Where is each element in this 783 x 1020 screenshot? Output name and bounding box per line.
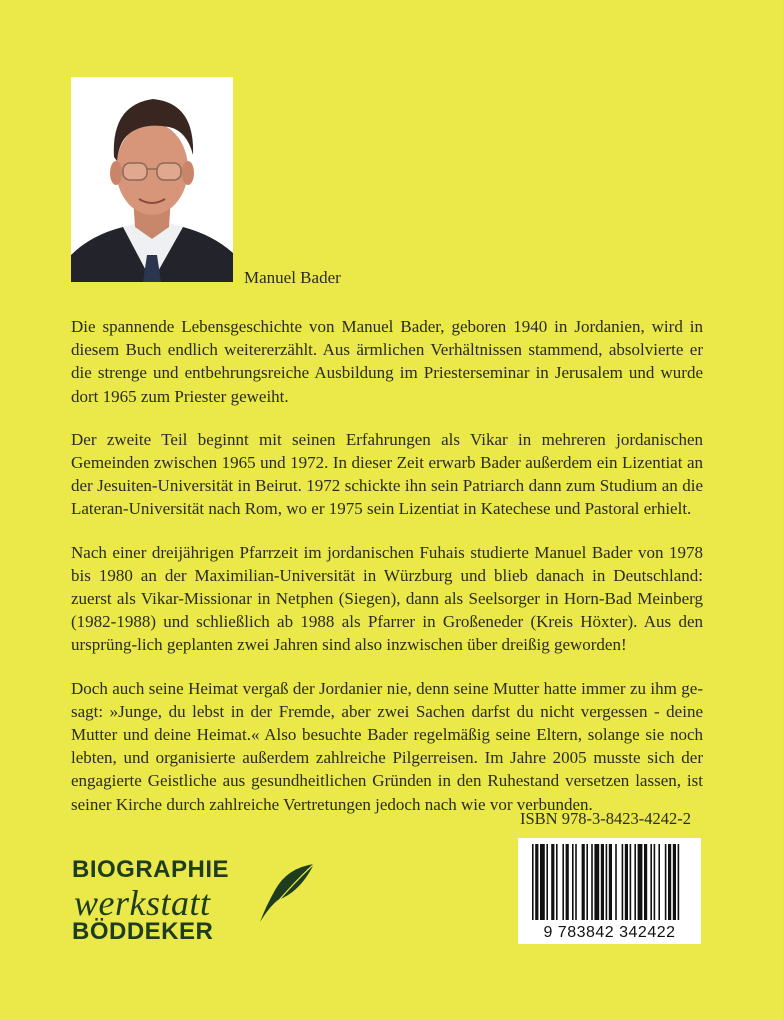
blurb-text xyxy=(71,315,703,836)
author-photo xyxy=(71,77,233,282)
paragraph-3: Nach einer dreijährigen Pfarrzeit im jordanischen Fuhais studierte Manuel Bader von 1978 bis 1980 an der Maximilian-Universität in Würzburg und blieb danach in Deutschland: zuerst als Vikar-Missionar in Netphen (Siegen), dann als Seelsorger in Horn-Bad Meinberg (1982-1988) und schließlich ab 1988 als Pfarrer in Großeneder (Kreis Höxter). Aus den ursprüng-lich geplanten zwei Jahren sind also inzwischen über dreißig geworden! xyxy=(71,542,703,655)
paragraph-4: Doch auch seine Heimat vergaß der Jordanier nie, denn seine Mutter hatte immer zu ihm ge-sagt: »Junge, du lebst in der Fremde, aber zwei Sachen darfst du nicht vergessen - deine Mutter und deine Heimat.« Also besuchte Bader regelmäßig seine Eltern, solange sie noch lebten, und organisierte außerdem zahlreiche Pilgerreisen. Im Jahre 2005 musste sich der engagierte Geistliche aus gesundheitlichen Gründen in den Ruhestand versetzen lassen, ist seiner Kirche durch zahlreiche Vertretungen jedoch nach wie vor verbunden. xyxy=(71,678,703,814)
isbn-barcode xyxy=(518,838,701,944)
isbn-label: ISBN 978-3-8423-4242-2 xyxy=(520,809,691,828)
paragraph-2: Der zweite Teil beginnt mit seinen Erfahrungen als Vikar in mehreren jordanischen Gemeinden zwischen 1965 und 1972. In dieser Zeit erwarb Bader außerdem ein Lizentiat an der Jesuiten-Universität in Beirut. 1972 schickte ihn sein Patriarch dann zum Studium an die Lateran-Universität nach Rom, wo er 1975 sein Lizentiat in Katechese und Pastoral erhielt. xyxy=(71,429,703,519)
author-caption: Manuel Bader xyxy=(244,268,341,287)
paragraph-1: Die spannende Lebensgeschichte von Manuel Bader, geboren 1940 in Jordanien, wird in diesem Buch endlich weitererzählt. Aus ärmlichen Verhältnissen stammend, absolvierte er die strenge und entbehrungsreiche Ausbildung im Priesterseminar in Jerusalem und wurde dort 1965 zum Priester geweiht. xyxy=(71,317,703,406)
quill-icon xyxy=(256,862,316,924)
barcode-digits: 9 783842 342422 xyxy=(543,924,676,941)
logo-line-biographie: BIOGRAPHIE xyxy=(72,856,230,883)
logo-line-boeddeker: BÖDDEKER xyxy=(72,918,214,945)
logo-line-werkstatt: werkstatt xyxy=(74,883,211,923)
publisher-logo xyxy=(72,856,322,956)
